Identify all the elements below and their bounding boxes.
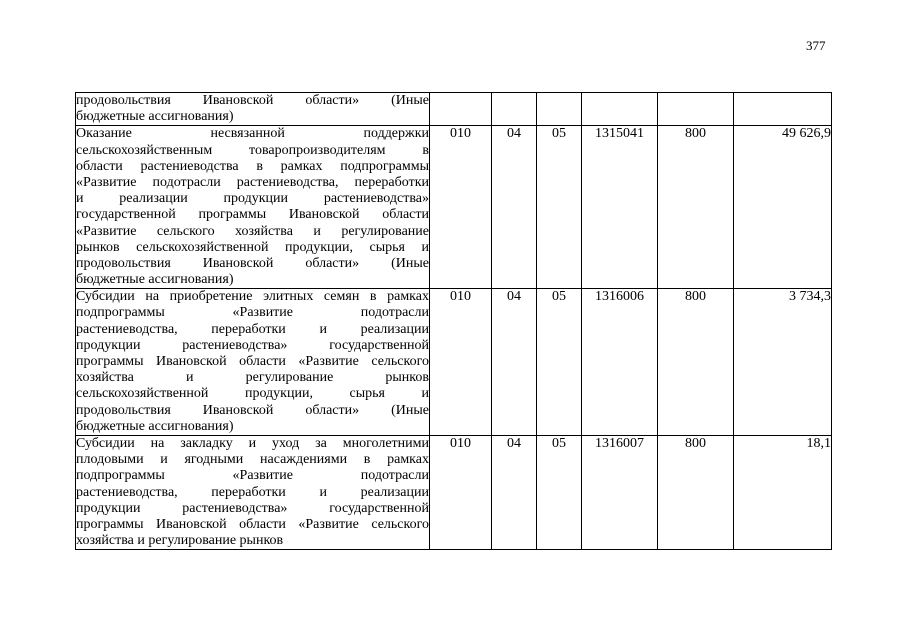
- rz-code-cell: [492, 93, 537, 126]
- pr-code-cell: [537, 93, 582, 126]
- pr-code-cell: 05: [537, 289, 582, 436]
- description-line: хозяйства и регулирование рынков: [76, 370, 429, 386]
- csr-code-cell: [582, 93, 658, 126]
- page-number: 377: [806, 38, 826, 53]
- description-line: «Развитие подотрасли растениеводства, переработки: [76, 174, 429, 190]
- description-cell: [76, 126, 430, 289]
- description-line: продукции растениеводства» государственной: [76, 500, 429, 516]
- table-row: [76, 435, 832, 549]
- amount-cell: 49 626,9: [734, 126, 832, 289]
- description-cell: [76, 435, 430, 549]
- description-cell: [76, 93, 430, 126]
- description-line: программы Ивановской области «Развитие сельского: [76, 354, 429, 369]
- gr-code-cell: [430, 93, 492, 126]
- gr-code-cell: 010: [430, 289, 492, 436]
- budget-table: [75, 92, 832, 550]
- vr-code-cell: 800: [658, 289, 734, 436]
- csr-code-cell: 1316007: [582, 435, 658, 549]
- description-line: программы Ивановской области «Развитие сельского: [76, 516, 429, 532]
- table-row: [76, 93, 832, 126]
- csr-code-cell: 1315041: [582, 126, 658, 289]
- amount-cell: [734, 93, 832, 126]
- description-line: сельскохозяйственным товаропроизводителям в: [76, 142, 429, 158]
- description-line: подпрограммы «Развитие подотрасли: [76, 468, 429, 484]
- gr-code-cell: 010: [430, 126, 492, 289]
- rz-code-cell: 04: [492, 126, 537, 289]
- description-line: продукции растениеводства» государственной: [76, 337, 429, 353]
- amount-cell: 18,1: [734, 435, 832, 549]
- vr-code-cell: [658, 93, 734, 126]
- description-line: «Развитие сельского хозяйства и регулирование: [76, 223, 429, 239]
- description-line: подпрограммы «Развитие подотрасли: [76, 305, 429, 321]
- rz-code-cell: 04: [492, 289, 537, 436]
- pr-code-cell: 05: [537, 126, 582, 289]
- amount-cell: 3 734,3: [734, 289, 832, 436]
- description-line: продовольствия Ивановской области» (Иные: [76, 402, 429, 418]
- pr-code-cell: 05: [537, 435, 582, 549]
- description-line: хозяйства и регулирование рынков: [76, 533, 284, 549]
- vr-code-cell: 800: [658, 126, 734, 289]
- description-cell: [76, 289, 430, 436]
- description-line: продовольствия Ивановской области» (Иные: [76, 93, 429, 108]
- description-line: сельскохозяйственной продукции, сырья и: [76, 386, 429, 402]
- table-row: [76, 126, 832, 289]
- description-line: растениеводства, переработки и реализации: [76, 321, 429, 337]
- description-line: рынков сельскохозяйственной продукции, сырья и: [76, 239, 429, 255]
- description-line: бюджетные ассигнования): [76, 109, 234, 125]
- table-row: [76, 289, 832, 436]
- description-line: бюджетные ассигнования): [76, 272, 234, 288]
- description-line: Субсидии на закладку и уход за многолетними: [76, 435, 429, 451]
- description-line: растениеводства, переработки и реализации: [76, 484, 429, 500]
- description-line: продовольствия Ивановской области» (Иные: [76, 255, 429, 271]
- description-line: государственной программы Ивановской области: [76, 207, 429, 223]
- rz-code-cell: 04: [492, 435, 537, 549]
- description-line: плодовыми и ягодными насаждениями в рамках: [76, 452, 429, 468]
- description-line: бюджетные ассигнования): [76, 418, 234, 434]
- vr-code-cell: 800: [658, 435, 734, 549]
- description-line: Субсидии на приобретение элитных семян в рамках: [76, 289, 429, 305]
- csr-code-cell: 1316006: [582, 289, 658, 436]
- description-line: Оказание несвязанной поддержки: [76, 126, 429, 142]
- gr-code-cell: 010: [430, 435, 492, 549]
- description-line: области растениеводства в рамках подпрограммы: [76, 158, 429, 174]
- description-line: и реализации продукции растениеводства»: [76, 191, 429, 207]
